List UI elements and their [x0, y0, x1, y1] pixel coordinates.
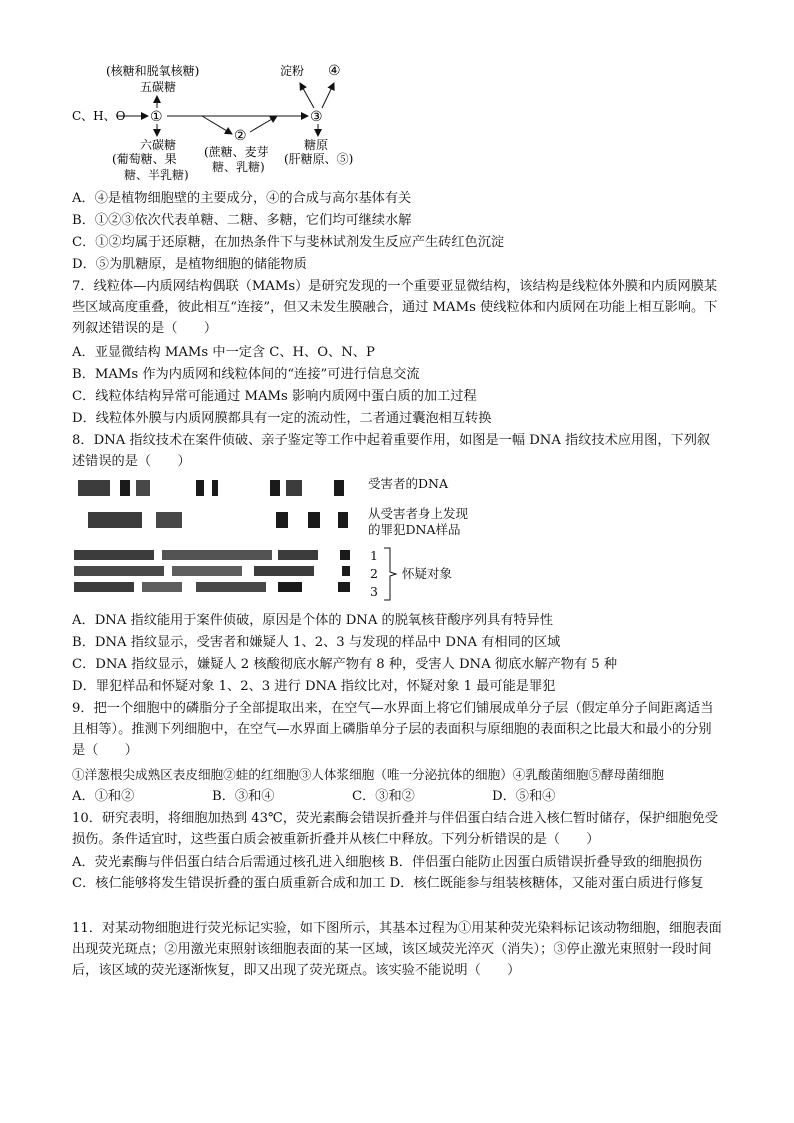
- arrow-2-to-3: [250, 116, 277, 132]
- disaccharide-note-1: (蔗糖、麦芽: [204, 145, 269, 159]
- q9-option-d: D．⑤和④: [492, 789, 556, 804]
- victim-dna-bands: [78, 480, 344, 496]
- node-3: ③: [310, 109, 323, 125]
- sample-label-line2: 的罪犯DNA样品: [368, 522, 461, 537]
- q7-option-a: A．亚显微结构 MAMs 中一定含 C、H、O、N、P: [72, 345, 375, 360]
- q6-option-c: C．①②均属于还原糖，在加热条件下与斐林试剂发生反应产生砖红色沉淀: [72, 235, 505, 250]
- arrow-1-to-2: [202, 116, 232, 134]
- q8-stem: 8．DNA 指纹技术在案件侦破、亲子鉴定等工作中起着重要作用，如图是一幅 DNA 指纹技术应用图，下列叙述错误的是（ ）: [72, 433, 711, 469]
- q6-option-d: D．⑤为肌糖原，是植物细胞的储能物质: [72, 257, 307, 272]
- q9-stem: 9．把一个细胞中的磷脂分子全部提取出来，在空气—水界面上将它们铺展成单分子层（假定单分子间距离适当且相等）。推测下列细胞中，在空气—水界面上磷脂单分子层的表面积与原细胞的表面积之比最大和最小的分别是（ ）: [72, 701, 714, 758]
- q10-stem: 10．研究表明，将细胞加热到 43℃，荧光素酶会错误折叠并与伴侣蛋白结合进入核仁暂时储存，保护细胞免受损伤。条件适宜时，这些蛋白质会被重新折叠并从核仁中释放。下列分析错误的是（ ）: [72, 811, 718, 847]
- glycogen-label: 糖原: [304, 138, 329, 152]
- sample-dna-bands: [88, 512, 348, 528]
- arrow-3-to-4: [322, 83, 334, 108]
- q6-option-b: B．①②③依次代表单糖、二糖、多糖，它们均可继续水解: [72, 213, 412, 228]
- q7-option-c: C．线粒体结构异常可能通过 MAMs 影响内质网中蛋白质的加工过程: [72, 389, 477, 404]
- sugar-diagram: [72, 58, 372, 173]
- q9-items: ①洋葱根尖成熟区表皮细胞②蛙的红细胞③人体浆细胞（唯一分泌抗体的细胞）④乳酸菌细胞⑤酵母菌细胞: [72, 767, 664, 782]
- q8-option-c: C．DNA 指纹显示，嫌疑人 2 核酸彻底水解产物有 8 种，受害人 DNA 彻底水解产物有 5 种: [72, 657, 618, 672]
- hexose-note-1: (葡萄糖、果: [112, 152, 177, 166]
- q9-option-c: C．③和②: [352, 789, 415, 804]
- hexose-label: 六碳糖: [140, 138, 177, 152]
- victim-dna-label: 受害者的DNA: [368, 476, 448, 491]
- q9-options: [72, 786, 722, 807]
- q7-option-b: B．MAMs 作为内质网和线粒体间的“连接”可进行信息交流: [72, 367, 420, 382]
- q6-option-a: A．④是植物细胞壁的主要成分，④的合成与高尔基体有关: [72, 191, 412, 206]
- q10-options: A．荧光素酶与伴侣蛋白结合后需通过核孔进入细胞核 B．伴侣蛋白能防止因蛋白质错误折叠导致的细胞损伤 C．核仁能够将发生错误折叠的蛋白质重新合成和加工 D．核仁既能参与组装核糖体，又能对蛋白质进行修复: [72, 855, 704, 891]
- hexose-note-line2: 糖、半乳糖): [124, 168, 189, 182]
- q8-option-d: D．罪犯样品和怀疑对象 1、2、3 进行 DNA 指纹比对，怀疑对象 1 最可能是罪犯: [72, 679, 556, 694]
- q8-option-b: B．DNA 指纹显示，受害者和嫌疑人 1、2、3 与发现的样品中 DNA 有相同的区域: [72, 635, 561, 650]
- node-2: ②: [234, 128, 247, 144]
- suspects-bracket: [382, 546, 402, 602]
- suspect-dna-bands: [74, 550, 350, 592]
- sample-label-line1: 从受害者身上发现: [368, 506, 469, 521]
- q9-option-b: B．③和④: [212, 789, 275, 804]
- q8-option-a: A．DNA 指纹能用于案件侦破，原因是个体的 DNA 的脱氧核苷酸序列具有特异性: [72, 613, 553, 628]
- node-1: ①: [150, 109, 163, 125]
- q7-stem: 7．线粒体—内质网结构偶联（MAMs）是研究发现的一个重要亚显微结构，该结构是线粒体外膜和内质网膜某些区域高度重叠，彼此相互“连接”，但又未发生膜融合，通过 MAMs 使线粒体和内质网在功能上相互影响。下列叙述错误的是（ ）: [72, 279, 718, 336]
- arrow-3-to-starch: [300, 83, 314, 108]
- starch-label: 淀粉: [280, 64, 305, 78]
- suspects-label: 怀疑对象: [402, 566, 453, 581]
- q11-stem: 11．对某动物细胞进行荧光标记实验，如下图所示，其基本过程为①用某种荧光染料标记该动物细胞，细胞表面出现荧光斑点；②用激光束照射该细胞表面的某一区域，该区域荧光淬灭（消失）；③停止激光束照射一段时间后，该区域的荧光逐渐恢复，即又出现了荧光斑点。该实验不能说明（ ）: [72, 921, 722, 978]
- pentose-label: 五碳糖: [140, 80, 177, 94]
- dna-fingerprint-figure: [72, 474, 472, 602]
- q9-option-a: A．①和②: [72, 789, 135, 804]
- q7-option-d: D．线粒体外膜与内质网膜都具有一定的流动性，二者通过囊泡相互转换: [72, 411, 492, 426]
- disaccharide-note-line2: 糖、乳糖): [212, 160, 265, 174]
- glycogen-note: (肝糖原、⑤): [284, 152, 354, 166]
- elements-label: C、H、O: [72, 109, 126, 123]
- suspect-3-label: 3: [370, 584, 378, 599]
- node-4: ④: [328, 63, 341, 79]
- suspect-1-label: 1: [370, 548, 378, 563]
- ribose-note: (核糖和脱氧核糖): [106, 64, 200, 78]
- suspect-2-label: 2: [370, 566, 378, 581]
